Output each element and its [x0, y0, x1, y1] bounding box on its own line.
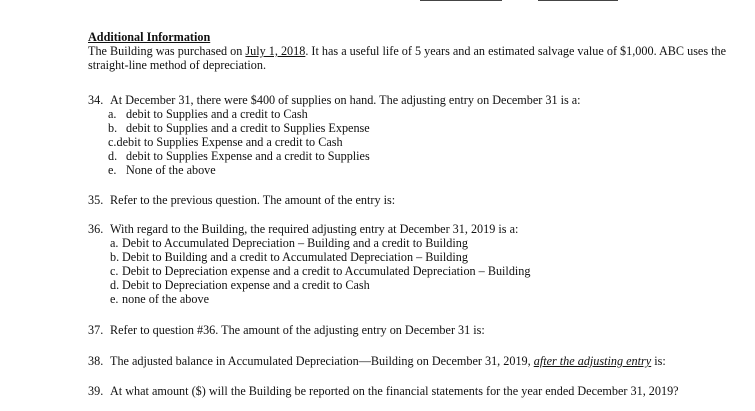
stem-text-post: is:: [651, 354, 666, 368]
option-letter: e.: [110, 292, 119, 306]
question-stem: Refer to question #36. The amount of the adjusting entry on December 31 is:: [110, 323, 485, 337]
option-b: [88, 121, 748, 135]
question-number: 36.: [88, 222, 104, 236]
option-text: debit to Supplies Expense and a credit to Cash: [116, 135, 343, 149]
option-text: none of the above: [122, 292, 209, 306]
option-a: [88, 236, 748, 250]
question-37: [88, 323, 748, 337]
option-text: debit to Supplies and a credit to Supplies Expense: [126, 121, 370, 135]
option-c: [88, 135, 748, 149]
option-b: [88, 250, 748, 264]
info-text-post: . It has a useful life of 5 years and an estimated salvage value of $1,000. ABC uses the straight-line method of depreciation.: [88, 44, 727, 72]
question-38: [88, 354, 748, 368]
option-d: [88, 149, 748, 163]
option-letter: d.: [110, 278, 120, 292]
question-number: 34.: [88, 93, 104, 107]
option-text: Debit to Accumulated Depreciation – Building and a credit to Building: [122, 236, 468, 250]
question-number: 35.: [88, 193, 104, 207]
question-stem: At what amount ($) will the Building be reported on the financial statements for the year ended December 31, 2019?: [110, 384, 679, 398]
option-text: Debit to Building and a credit to Accumulated Depreciation – Building: [122, 250, 468, 264]
option-letter: b.: [110, 250, 120, 264]
section-heading: Additional Information: [88, 30, 211, 44]
document-page: [88, 30, 748, 398]
option-d: [88, 278, 748, 292]
top-rule-left: [420, 0, 502, 1]
option-text: Debit to Depreciation expense and a credit to Accumulated Depreciation – Building: [122, 264, 531, 278]
stem-emphasis: after the adjusting entry: [533, 354, 652, 368]
option-text: Debit to Depreciation expense and a credit to Cash: [122, 278, 370, 292]
option-c: [88, 264, 748, 278]
question-36: [88, 222, 748, 306]
question-35: [88, 193, 748, 207]
info-paragraph: [88, 44, 748, 72]
info-text-pre: The Building was purchased on: [88, 44, 246, 58]
options-list: [88, 107, 748, 177]
purchase-date: July 1, 2018: [245, 44, 306, 58]
question-stem: [88, 354, 748, 368]
question-stem: Refer to the previous question. The amount of the entry is:: [110, 193, 396, 207]
option-letter: a.: [110, 236, 119, 250]
stem-text-pre: The adjusted balance in Accumulated Depreciation—Building on December 31, 2019,: [110, 354, 534, 368]
option-text: debit to Supplies Expense and a credit to Supplies: [126, 149, 370, 163]
option-letter: c.: [108, 135, 117, 149]
option-letter: b.: [108, 121, 118, 135]
question-39: [88, 384, 748, 398]
option-text: None of the above: [126, 163, 216, 177]
option-letter: d.: [108, 149, 118, 163]
top-rule-right: [538, 0, 618, 1]
option-e: [88, 292, 748, 306]
question-number: 39.: [88, 384, 104, 398]
option-e: [88, 163, 748, 177]
question-number: 37.: [88, 323, 104, 337]
option-a: [88, 107, 748, 121]
question-34: [88, 93, 748, 177]
options-list: [88, 236, 748, 306]
option-letter: c.: [110, 264, 119, 278]
option-letter: a.: [108, 107, 117, 121]
question-number: 38.: [88, 354, 104, 368]
question-stem: With regard to the Building, the required adjusting entry at December 31, 2019 is a:: [110, 222, 519, 236]
option-text: debit to Supplies and a credit to Cash: [126, 107, 308, 121]
option-letter: e.: [108, 163, 117, 177]
question-stem: At December 31, there were $400 of supplies on hand. The adjusting entry on December 31 is a:: [110, 93, 581, 107]
